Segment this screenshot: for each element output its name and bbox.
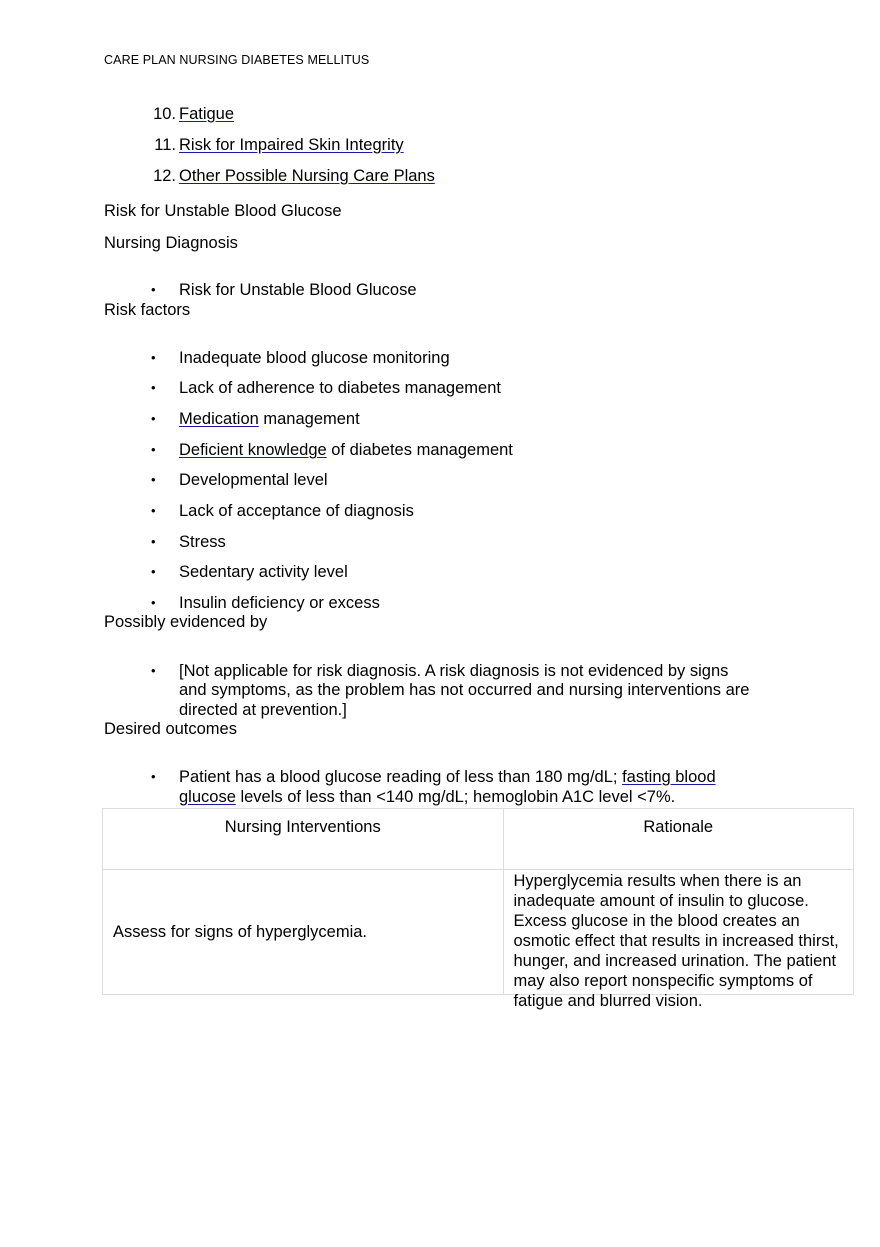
bullet-icon: •: [151, 411, 156, 426]
diagnosis-item: Risk for Unstable Blood Glucose: [179, 281, 417, 299]
risk-factor-item: Lack of acceptance of diagnosis: [179, 502, 414, 520]
table-header-cell: [103, 809, 504, 870]
toc-number: 12.: [153, 167, 176, 185]
rationale-cell: [503, 870, 854, 1010]
bullet-icon: •: [151, 663, 156, 678]
risk-factor-text: management: [258, 410, 360, 428]
outcome-text: Patient has a blood glucose reading of less than 180 mg/dL;: [179, 768, 623, 786]
intervention-cell: [103, 870, 504, 995]
toc-number: 10.: [153, 105, 176, 123]
outcome-text: levels of less than <140 mg/dL; hemoglobin A1C level <7%.: [235, 788, 676, 806]
table-header-cell: [503, 809, 854, 870]
risk-factors-heading: Risk factors: [104, 301, 191, 319]
page-header: CARE PLAN NURSING DIABETES MELLITUS: [104, 53, 370, 67]
interventions-table: [102, 808, 854, 1010]
header-rationale: Rationale: [643, 818, 714, 836]
intervention-text: Assess for signs of hyperglycemia.: [113, 922, 368, 941]
bullet-icon: •: [151, 472, 156, 487]
evidenced-heading: Possibly evidenced by: [104, 613, 268, 631]
risk-factor-item: Stress: [179, 533, 226, 551]
bullet-icon: •: [151, 380, 156, 395]
outcome-line: [179, 767, 716, 787]
risk-factor-item: Inadequate blood glucose monitoring: [179, 349, 450, 367]
risk-factor-item: Lack of adherence to diabetes management: [179, 379, 501, 397]
evidenced-line: [Not applicable for risk diagnosis. A risk diagnosis is not evidenced by signs: [179, 662, 729, 680]
toc-number: 11.: [154, 136, 176, 154]
fasting-blood-glucose-link[interactable]: fasting blood: [622, 768, 716, 786]
deficient-knowledge-link[interactable]: Deficient knowledge: [179, 441, 327, 459]
fasting-blood-glucose-link-cont[interactable]: glucose: [179, 788, 236, 806]
bullet-icon: •: [151, 534, 156, 549]
table-header-row: [103, 809, 854, 870]
bullet-icon: •: [151, 564, 156, 579]
table-row: [103, 870, 854, 995]
bullet-icon: •: [151, 282, 156, 297]
rationale-text: Hyperglycemia results when there is an inadequate amount of insulin to glucose. Excess glucose in the blood creates an osmotic effect that results in increased thirst, hunger, and increased urination. The patient may also report nonspecific symptoms of fatigue and blurred vision.: [513, 872, 839, 1010]
evidenced-line: and symptoms, as the problem has not occurred and nursing interventions are: [179, 681, 750, 699]
medication-link[interactable]: Medication: [179, 410, 259, 428]
risk-factor-text: of diabetes management: [326, 441, 513, 459]
desired-outcomes-heading: Desired outcomes: [104, 720, 237, 738]
section-title: Risk for Unstable Blood Glucose: [104, 202, 342, 220]
evidenced-line: directed at prevention.]: [179, 701, 347, 719]
bullet-icon: •: [151, 769, 156, 784]
risk-factor-item: Insulin deficiency or excess: [179, 594, 380, 612]
toc-link-skin-integrity[interactable]: Risk for Impaired Skin Integrity: [179, 136, 404, 154]
toc-link-other-plans[interactable]: Other Possible Nursing Care Plans: [179, 167, 435, 185]
bullet-icon: •: [151, 442, 156, 457]
outcome-line: [179, 787, 675, 807]
nursing-diagnosis-heading: Nursing Diagnosis: [104, 234, 238, 252]
bullet-icon: •: [151, 595, 156, 610]
bullet-icon: •: [151, 503, 156, 518]
risk-factor-item: Developmental level: [179, 471, 328, 489]
risk-factor-item: Sedentary activity level: [179, 563, 348, 581]
bullet-icon: •: [151, 350, 156, 365]
risk-factor-item: [179, 409, 360, 429]
header-interventions: Nursing Interventions: [224, 818, 381, 836]
risk-factor-item: [179, 440, 513, 460]
toc-link-fatigue[interactable]: Fatigue: [179, 105, 235, 123]
